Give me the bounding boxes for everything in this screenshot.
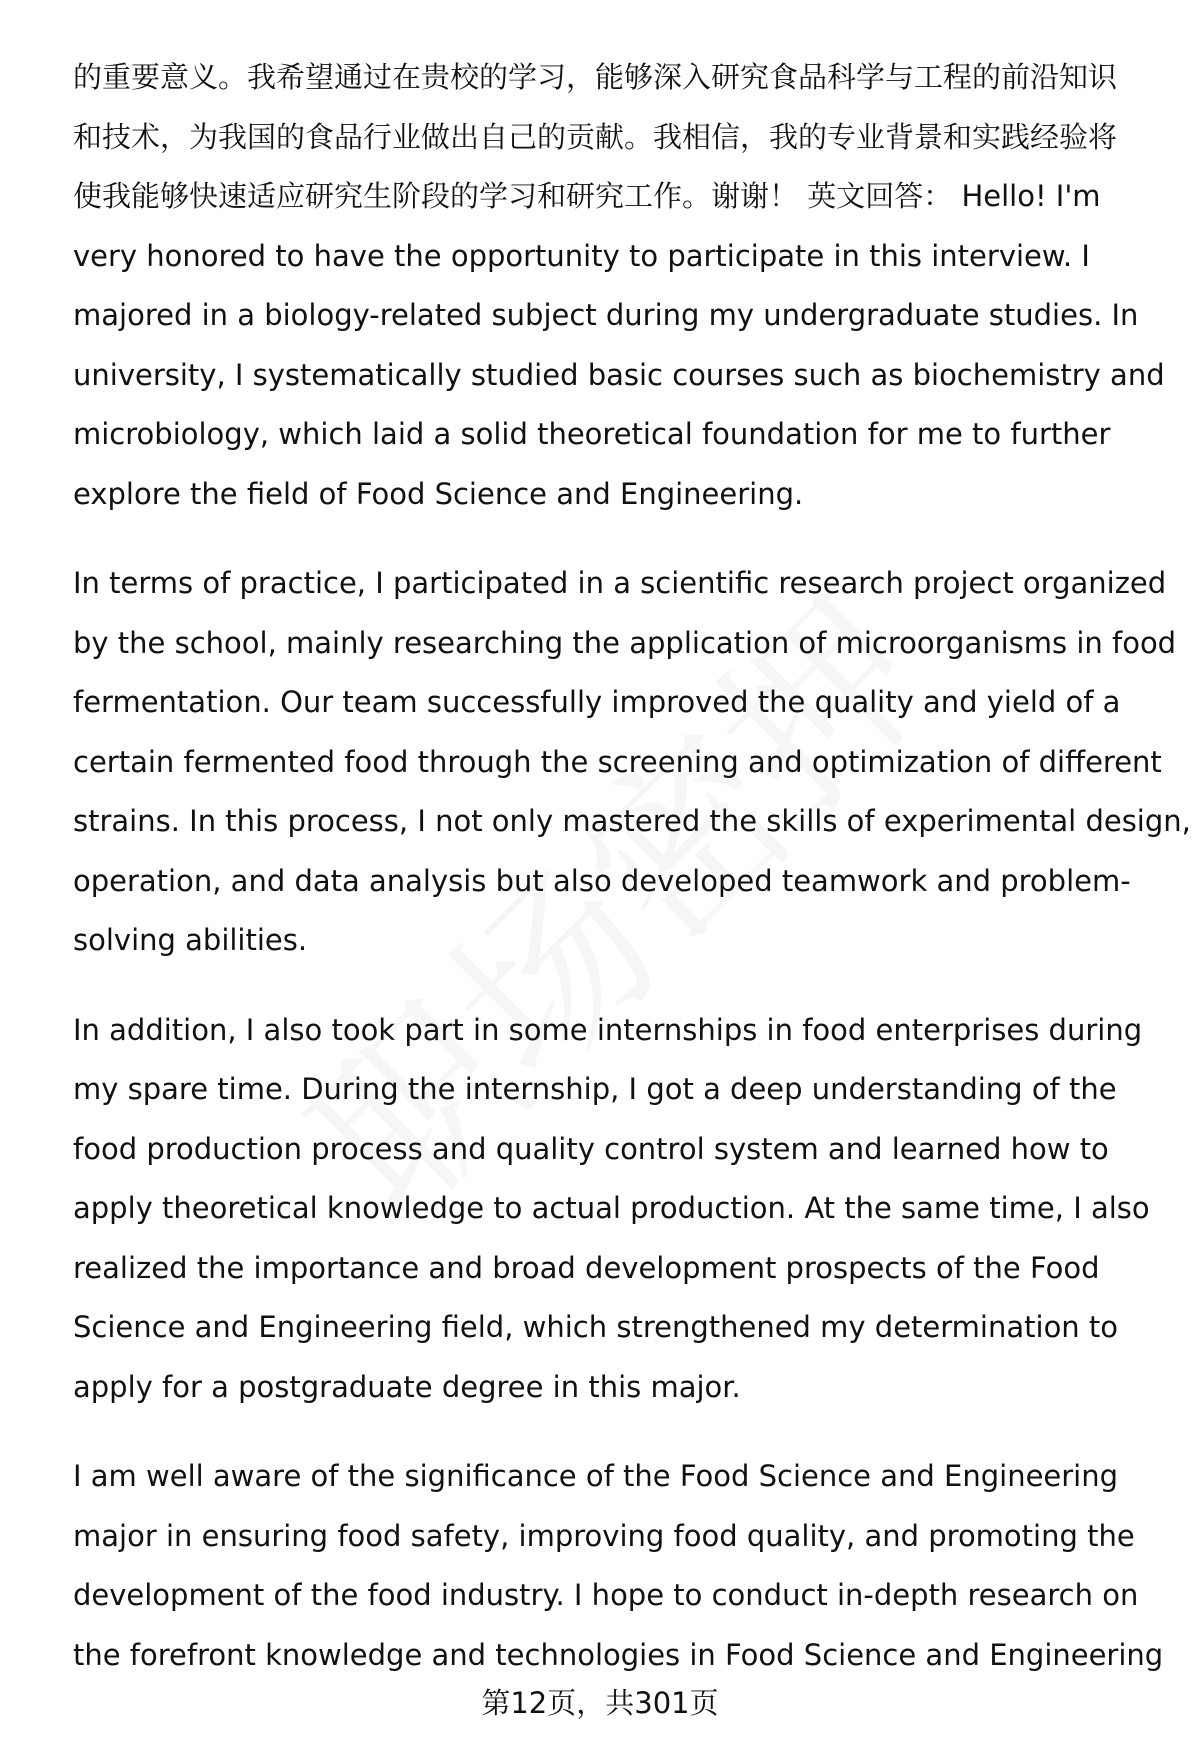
text-line: 和技术，为我国的食品行业做出自己的贡献。我相信，我的专业背景和实践经验将	[73, 119, 1118, 154]
text-line: major in ensuring food safety, improving food quality, and promoting the	[73, 1518, 1135, 1553]
text-line: Science and Engineering field, which strengthened my determination to	[73, 1310, 1119, 1344]
text-line: explore the field of Food Science and Engineering.	[73, 476, 804, 511]
text-line: microbiology, which laid a solid theoretical foundation for me to further	[73, 417, 1111, 451]
paragraph	[73, 1001, 1173, 1418]
text-line: the forefront knowledge and technologies in Food Science and Engineering	[73, 1637, 1164, 1672]
text-line: realized the importance and broad development prospects of the Food	[73, 1250, 1100, 1285]
text-line: strains. In this process, I not only mastered the skills of experimental design,	[73, 804, 1191, 838]
text-line: development of the food industry. I hope to conduct in-depth research on	[73, 1578, 1139, 1612]
text-line: 的重要意义。我希望通过在贵校的学习，能够深入研究食品科学与工程的前沿知识	[73, 60, 1118, 94]
text-line: operation, and data analysis but also developed teamwork and problem-	[73, 863, 1131, 898]
paragraph	[73, 554, 1191, 971]
paragraph	[73, 1447, 1173, 1685]
text-line: In terms of practice, I participated in a scientific research project organized	[73, 566, 1167, 600]
text-line: certain fermented food through the screening and optimization of different	[73, 744, 1162, 779]
paragraph	[73, 48, 1173, 524]
text-line: solving abilities.	[73, 923, 308, 957]
text-line: majored in a biology-related subject during my undergraduate studies. In	[73, 298, 1139, 332]
text-line: food production process and quality control system and learned how to	[73, 1131, 1109, 1166]
text-line: very honored to have the opportunity to participate in this interview. I	[73, 238, 1090, 273]
text-line: apply for a postgraduate degree in this major.	[73, 1369, 741, 1404]
text-line: I am well aware of the significance of the Food Science and Engineering	[73, 1459, 1119, 1493]
text-line: my spare time. During the internship, I got a deep understanding of the	[73, 1072, 1117, 1106]
text-line: 使我能够快速适应研究生阶段的学习和研究工作。谢谢！ 英文回答： Hello! I'm	[73, 179, 1101, 213]
text-line: In addition, I also took part in some internships in food enterprises during	[73, 1012, 1143, 1047]
text-line: by the school, mainly researching the application of microorganisms in food	[73, 625, 1177, 660]
document-body	[73, 48, 1191, 1715]
text-line: university, I systematically studied basic courses such as biochemistry and	[73, 357, 1165, 392]
page-number-footer: 第12页，共301页	[481, 1686, 719, 1720]
text-line: apply theoretical knowledge to actual production. At the same time, I also	[73, 1191, 1150, 1225]
text-line: fermentation. Our team successfully improved the quality and yield of a	[73, 685, 1121, 719]
